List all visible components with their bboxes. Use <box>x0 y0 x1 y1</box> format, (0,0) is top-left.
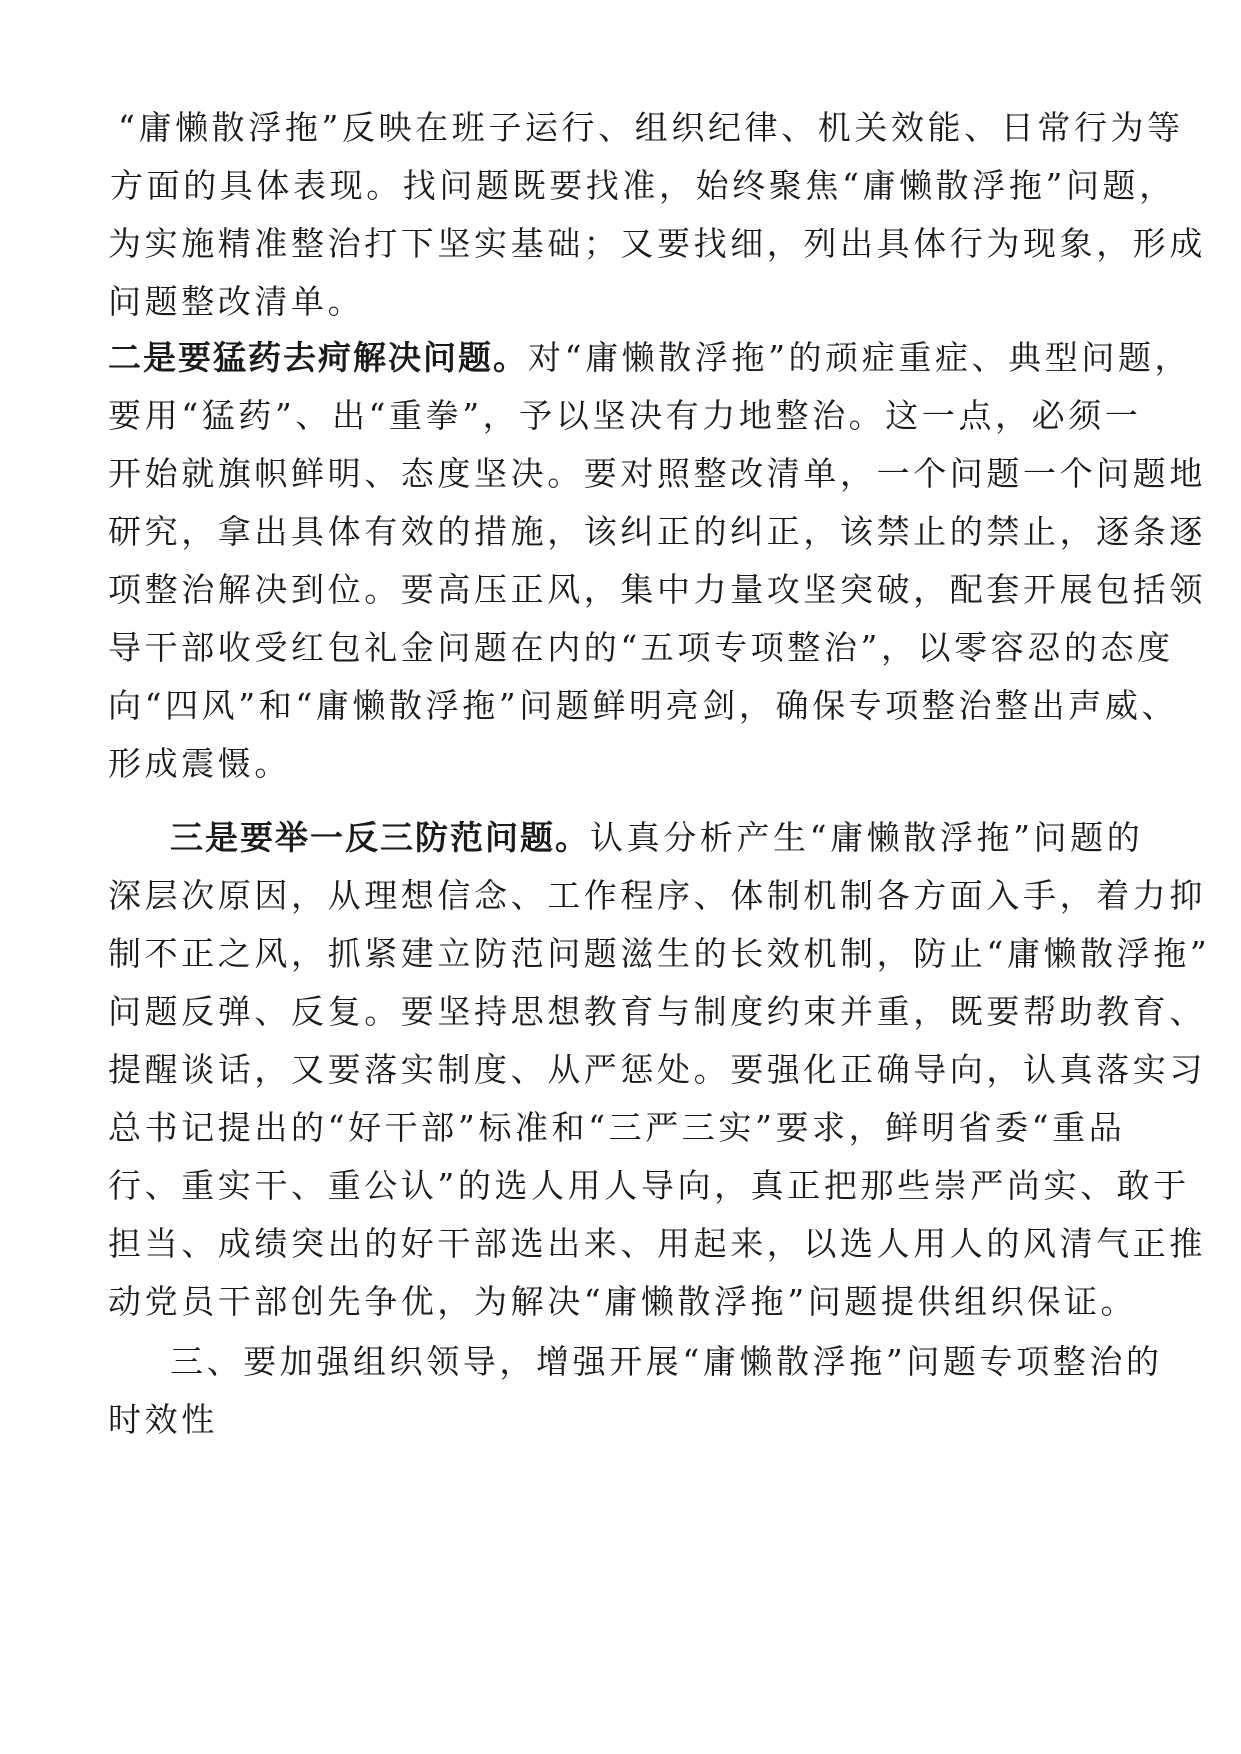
paragraph-3-first-line-text: 认真分析产生“庸懒散浮拖”问题的 <box>590 818 1144 857</box>
paragraph-3-first-line <box>170 818 1175 858</box>
text-line-14: 深层次原因，从理想信念、工作程序、体制机制各方面入手，着力抑 <box>108 876 1206 915</box>
text-line-15: 制不正之风，抓紧建立防范问题滋生的长效机制，防止“庸懒散浮拖” <box>108 934 1211 973</box>
section-heading-3-continued: 时效性 <box>108 1400 218 1439</box>
text-line-4: 问题整改清单。 <box>108 282 365 321</box>
paragraph-2-lead: 二是要猛药去疴解决问题。 <box>108 338 528 377</box>
text-line-12: 形成震慑。 <box>108 744 291 783</box>
text-line-8: 研究，拿出具体有效的措施，该纠正的纠正，该禁止的禁止，逐条逐 <box>108 512 1206 551</box>
text-line-7: 开始就旗帜鲜明、态度坚决。要对照整改清单，一个问题一个问题地 <box>108 454 1206 493</box>
text-line-19: 行、重实干、重公认”的选人用人导向，真正把那些崇严尚实、敢于 <box>108 1166 1190 1205</box>
text-line-18: 总书记提出的“好干部”标准和“三严三实”要求，鲜明省委“重品 <box>108 1108 1126 1147</box>
paragraph-2-first-line-text: 对“庸懒散浮拖”的顽症重症、典型问题， <box>528 338 1192 377</box>
paragraph-2-first-line <box>108 338 1192 378</box>
text-line-17: 提醒谈话，又要落实制度、从严惩处。要强化正确导向，认真落实习 <box>108 1050 1206 1089</box>
text-line-11: 向“四风”和“庸懒散浮拖”问题鲜明亮剑，确保专项整治整出声威、 <box>108 686 1179 725</box>
text-line-16: 问题反弹、反复。要坚持思想教育与制度约束并重，既要帮助教育、 <box>108 992 1206 1031</box>
text-line-20: 担当、成绩突出的好干部选出来、用起来，以选人用人的风清气正推 <box>108 1224 1206 1263</box>
text-line-1: “庸懒散浮拖”反映在班子运行、组织纪律、机关效能、日常行为等 <box>118 108 1184 147</box>
text-line-3: 为实施精准整治打下坚实基础；又要找细，列出具体行为现象，形成 <box>108 224 1206 263</box>
paragraph-3-lead: 三是要举一反三防范问题。 <box>170 818 590 857</box>
section-heading-3: 三、要加强组织领导，增强开展“庸懒散浮拖”问题专项整治的 <box>170 1342 1163 1381</box>
text-line-9: 项整治解决到位。要高压正风，集中力量攻坚突破，配套开展包括领 <box>108 570 1206 609</box>
text-line-6: 要用“猛药”、出“重拳”，予以坚决有力地整治。这一点，必须一 <box>108 396 1142 435</box>
text-line-2: 方面的具体表现。找问题既要找准，始终聚焦“庸懒散浮拖”问题， <box>110 166 1176 205</box>
text-line-21: 动党员干部创先争优，为解决“庸懒散浮拖”问题提供组织保证。 <box>108 1282 1138 1321</box>
text-line-10: 导干部收受红包礼金问题在内的“五项专项整治”，以零容忍的态度 <box>108 628 1174 667</box>
